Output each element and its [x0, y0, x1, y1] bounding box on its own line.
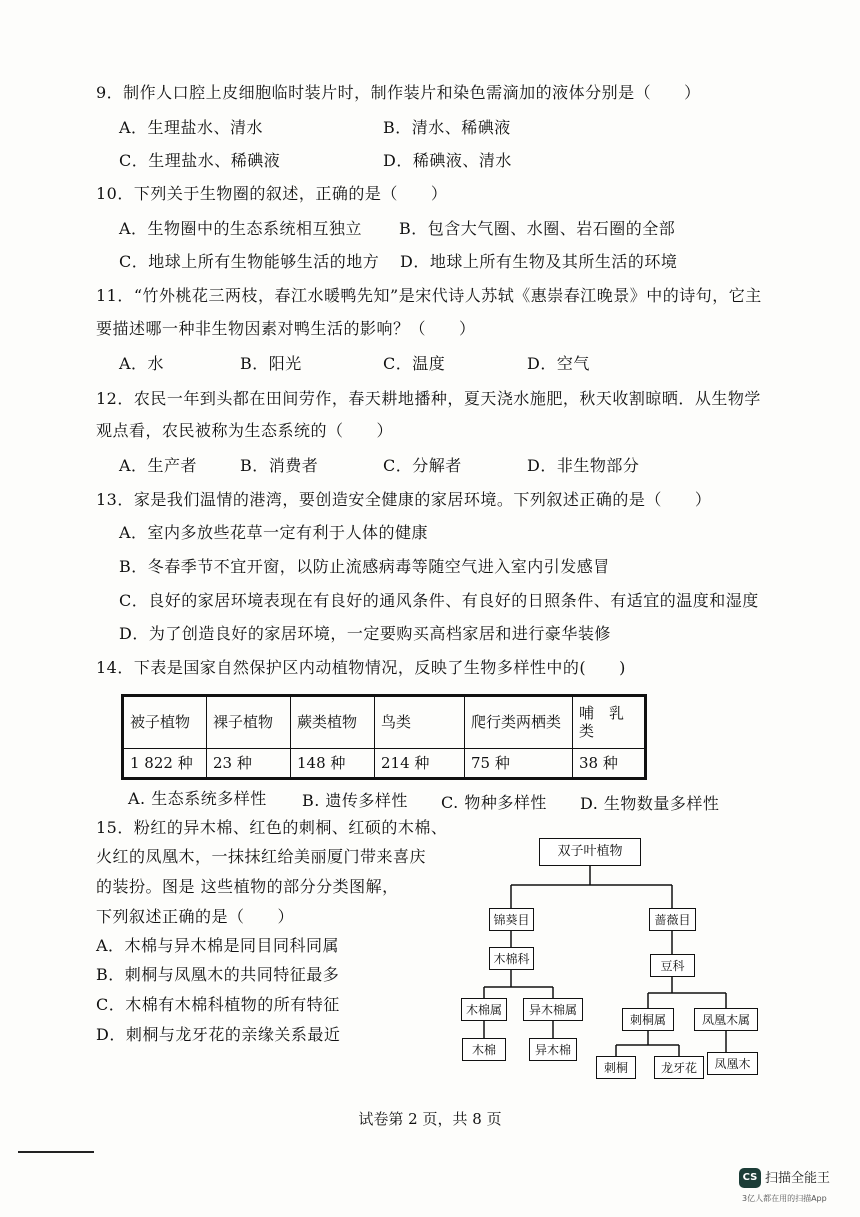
tree-node-species: 龙牙花 [654, 1056, 704, 1079]
tree-node-species: 刺桐 [596, 1056, 636, 1079]
q15-option-a: A．木棉与异木棉是同目同科同属 [96, 936, 340, 955]
table-header-cell: 哺 乳类 [573, 696, 646, 749]
q14-option-c: C. 物种多样性 [441, 793, 547, 812]
tree-node-species: 凤凰木 [707, 1052, 758, 1075]
tree-node-genus: 异木棉属 [523, 998, 583, 1021]
q9-stem: 9．制作人口腔上皮细胞临时装片时，制作装片和染色需滴加的液体分别是（ ） [96, 83, 701, 102]
q9-option-b: B．清水、稀碘液 [383, 118, 511, 137]
q14-option-d: D. 生物数量多样性 [580, 794, 720, 813]
q14-option-b: B. 遗传多样性 [302, 791, 408, 810]
table-value-cell: 214 种 [375, 748, 465, 778]
q10-option-b: B．包含大气圈、水圈、岩石圈的全部 [399, 219, 676, 238]
table-header-cell: 鸟类 [375, 696, 465, 749]
q10-option-a: A．生物圈中的生态系统相互独立 [119, 219, 363, 238]
q15-stem-line4: 下列叙述正确的是（ ） [96, 907, 295, 926]
q13-option-c: C．良好的家居环境表现在有良好的通风条件、有良好的日照条件、有适宜的温度和湿度 [119, 591, 759, 610]
q12-option-b: B．消费者 [240, 456, 319, 475]
tree-node-root: 双子叶植物 [539, 838, 641, 866]
tree-node-genus: 凤凰木属 [694, 1008, 758, 1031]
tree-node-order: 蔷薇目 [649, 908, 696, 931]
q15-option-d: D．刺桐与龙牙花的亲缘关系最近 [96, 1025, 341, 1044]
q12-option-a: A．生产者 [119, 456, 198, 475]
q12-stem-line2: 观点看，农民被称为生态系统的（ ） [96, 421, 394, 440]
q13-stem: 13．家是我们温情的港湾，要创造安全健康的家居环境。下列叙述正确的是（ ） [96, 490, 712, 509]
table-header-cell: 蕨类植物 [291, 696, 375, 749]
q9-option-a: A．生理盐水、清水 [119, 118, 264, 137]
q12-option-c: C．分解者 [383, 456, 462, 475]
q11-stem-line2: 要描述哪一种非生物因素对鸭生活的影响？（ ） [96, 319, 476, 338]
scanner-logo-icon: CS [739, 1168, 761, 1188]
q10-option-c: C．地球上所有生物能够生活的地方 [119, 252, 380, 271]
page-footer: 试卷第 2 页，共 8 页 [358, 1110, 502, 1128]
q9-option-c: C．生理盐水、稀碘液 [119, 151, 281, 170]
tree-node-genus: 刺桐属 [622, 1008, 674, 1031]
table-header-cell: 被子植物 [123, 696, 207, 749]
tree-node-species: 木棉 [462, 1038, 506, 1061]
q15-stem-line2: 火红的凤凰木，一抹抹红给美丽厦门带来喜庆 [96, 847, 427, 866]
tree-node-genus: 木棉属 [461, 998, 507, 1021]
table-value-cell: 1 822 种 [123, 748, 207, 778]
table-value-cell: 75 种 [465, 748, 573, 778]
tree-node-order: 锦葵目 [489, 908, 534, 931]
q11-stem-line1: 11．“竹外桃花三两枝，春江水暖鸭先知”是宋代诗人苏轼《惠崇春江晚景》中的诗句，它主 [96, 286, 762, 305]
q13-option-a: A．室内多放些花草一定有利于人体的健康 [119, 523, 429, 542]
q14-stem: 14．下表是国家自然保护区内动植物情况，反映了生物多样性中的( ) [96, 658, 626, 677]
q14-option-a: A. 生态系统多样性 [128, 789, 267, 808]
footer-divider [18, 1151, 94, 1153]
table-header-cell: 爬行类两栖类 [465, 696, 573, 749]
table-header-cell: 裸子植物 [207, 696, 291, 749]
q15-stem-line3: 的装扮。图是 这些植物的部分分类图解， [96, 877, 399, 896]
q11-option-a: A．水 [119, 354, 165, 373]
q12-stem-line1: 12．农民一年到头都在田间劳作，春天耕地播种，夏天浇水施肥，秋天收割晾晒．从生物学 [96, 389, 761, 408]
q15-option-c: C．木棉有木棉科植物的所有特征 [96, 995, 340, 1014]
q10-stem: 10．下列关于生物圈的叙述，正确的是（ ） [96, 184, 448, 203]
scanner-app-name: 扫描全能王 [765, 1171, 831, 1186]
tree-node-species: 异木棉 [529, 1038, 577, 1061]
tree-node-family: 木棉科 [489, 947, 534, 970]
q13-option-b: B．冬春季节不宜开窗，以防止流感病毒等随空气进入室内引发感冒 [119, 557, 610, 576]
q13-option-d: D．为了创造良好的家居环境，一定要购买高档家居和进行豪华装修 [119, 624, 611, 643]
q11-option-b: B．阳光 [240, 354, 302, 373]
scanner-tagline: 3亿人都在用的扫描App [742, 1194, 827, 1203]
q9-option-d: D．稀碘液、清水 [383, 151, 512, 170]
q11-option-c: C．温度 [383, 354, 446, 373]
q15-option-b: B．刺桐与凤凰木的共同特征最多 [96, 965, 340, 984]
table-value-cell: 148 种 [291, 748, 375, 778]
q10-option-d: D．地球上所有生物及其所生活的环境 [400, 252, 678, 271]
table-value-cell: 38 种 [573, 748, 646, 778]
q15-stem-line1: 15．粉红的异木棉、红色的刺桐、红硕的木棉、 [96, 818, 448, 837]
table-value-cell: 23 种 [207, 748, 291, 778]
q11-option-d: D．空气 [527, 354, 590, 373]
q12-option-d: D．非生物部分 [527, 456, 640, 475]
tree-node-family: 豆科 [650, 954, 695, 977]
